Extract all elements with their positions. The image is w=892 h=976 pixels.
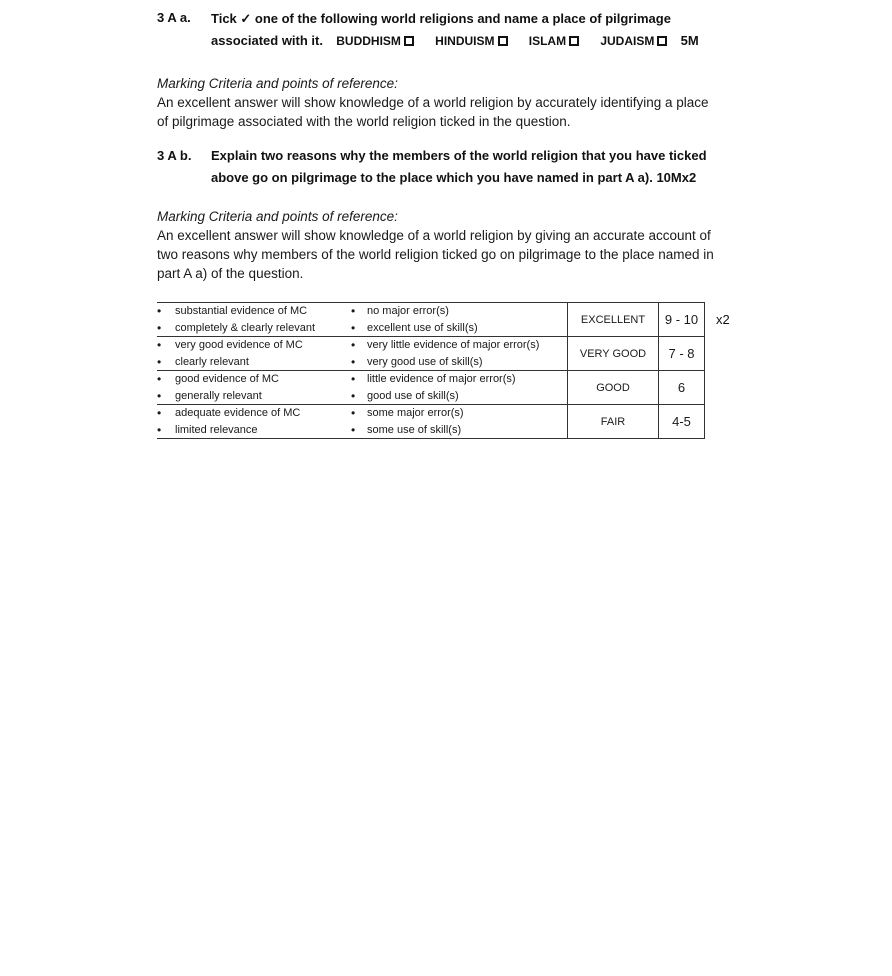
option-judaism-label: JUDAISM	[600, 34, 655, 48]
rubric-marks-excellent: 9 - 10	[659, 303, 705, 337]
rubric-skills-cell	[347, 337, 568, 371]
question-3aa-marks: 5M	[680, 33, 699, 48]
question-3ab-line1: Explain two reasons why the members of the world religion that you have ticked	[211, 148, 707, 163]
marking-rubric-table	[157, 302, 705, 439]
question-3ab-text	[211, 145, 751, 189]
marking-criteria-2-heading: Marking Criteria and points of reference:	[157, 209, 398, 224]
rubric-evidence-item: • very good evidence of MC	[157, 337, 347, 354]
rubric-evidence-cell	[157, 371, 347, 405]
rubric-evidence-item: • clearly relevant	[157, 354, 347, 371]
rubric-evidence-cell	[157, 337, 347, 371]
rubric-evidence-cell	[157, 405, 347, 439]
checkbox-icon	[404, 36, 414, 46]
rubric-evidence-item: • good evidence of MC	[157, 371, 347, 388]
rubric-grade-fair: FAIR	[568, 405, 659, 439]
rubric-skills-cell	[347, 303, 568, 337]
rubric-row-very-good	[157, 337, 705, 371]
rubric-skill-item: • some use of skill(s)	[347, 422, 567, 439]
rubric-skill-item: • no major error(s)	[347, 303, 567, 320]
checkbox-icon	[569, 36, 579, 46]
marking-criteria-2	[157, 207, 737, 283]
rubric-evidence-item: • completely & clearly relevant	[157, 320, 347, 337]
rubric-evidence-item: • adequate evidence of MC	[157, 405, 347, 422]
rubric-marks-very-good: 7 - 8	[659, 337, 705, 371]
rubric-row-excellent	[157, 303, 705, 337]
option-islam-label: ISLAM	[528, 34, 567, 48]
rubric-skill-item: • some major error(s)	[347, 405, 567, 422]
rubric-evidence-item: • substantial evidence of MC	[157, 303, 347, 320]
rubric-skill-item: • good use of skill(s)	[347, 388, 567, 405]
checkbox-icon	[657, 36, 667, 46]
checkbox-icon	[498, 36, 508, 46]
rubric-skill-item: • excellent use of skill(s)	[347, 320, 567, 337]
question-3ab-line2: above go on pilgrimage to the place which you have named in part A a). 10Mx2	[211, 170, 697, 185]
option-judaism	[600, 34, 667, 48]
rubric-row-fair	[157, 405, 705, 439]
question-3aa-line1: Tick ✓ one of the following world religions and name a place of pilgrimage	[211, 11, 671, 26]
rubric-skill-item: • very good use of skill(s)	[347, 354, 567, 371]
marking-criteria-1	[157, 74, 737, 131]
rubric-skill-item: • very little evidence of major error(s)	[347, 337, 567, 354]
option-hinduism-label: HINDUISM	[435, 34, 495, 48]
question-3aa-text	[211, 8, 751, 52]
marking-criteria-2-body: An excellent answer will show knowledge of a world religion by giving an accurate account of two reasons why members of the world religion ticked go on pilgrimage to the place named in part A a) of the question.	[157, 228, 714, 281]
marking-criteria-1-body: An excellent answer will show knowledge of a world religion by accurately identifying a place of pilgrimage associated with the world religion ticked in the question.	[157, 95, 709, 129]
rubric-marks-good: 6	[659, 371, 705, 405]
rubric-evidence-item: • generally relevant	[157, 388, 347, 405]
rubric-grade-very-good: VERY GOOD	[568, 337, 659, 371]
rubric-grade-excellent: EXCELLENT	[568, 303, 659, 337]
question-3aa-line2	[211, 30, 751, 52]
rubric-grade-good: GOOD	[568, 371, 659, 405]
rubric-evidence-cell	[157, 303, 347, 337]
option-hinduism	[435, 34, 507, 48]
rubric-marks-fair: 4-5	[659, 405, 705, 439]
rubric-skill-item: • little evidence of major error(s)	[347, 371, 567, 388]
question-number-3ab: 3 A b.	[157, 148, 192, 163]
question-3aa-line2-prefix: associated with it.	[211, 33, 323, 48]
option-buddhism-label: BUDDHISM	[336, 34, 401, 48]
rubric-evidence-item: • limited relevance	[157, 422, 347, 439]
rubric-row-good	[157, 371, 705, 405]
rubric-skills-cell	[347, 371, 568, 405]
option-islam	[529, 34, 579, 48]
marking-criteria-1-heading: Marking Criteria and points of reference:	[157, 76, 398, 91]
rubric-skills-cell	[347, 405, 568, 439]
option-buddhism	[336, 34, 414, 48]
rubric-multiplier: x2	[716, 312, 730, 327]
question-number-3aa: 3 A a.	[157, 10, 191, 25]
